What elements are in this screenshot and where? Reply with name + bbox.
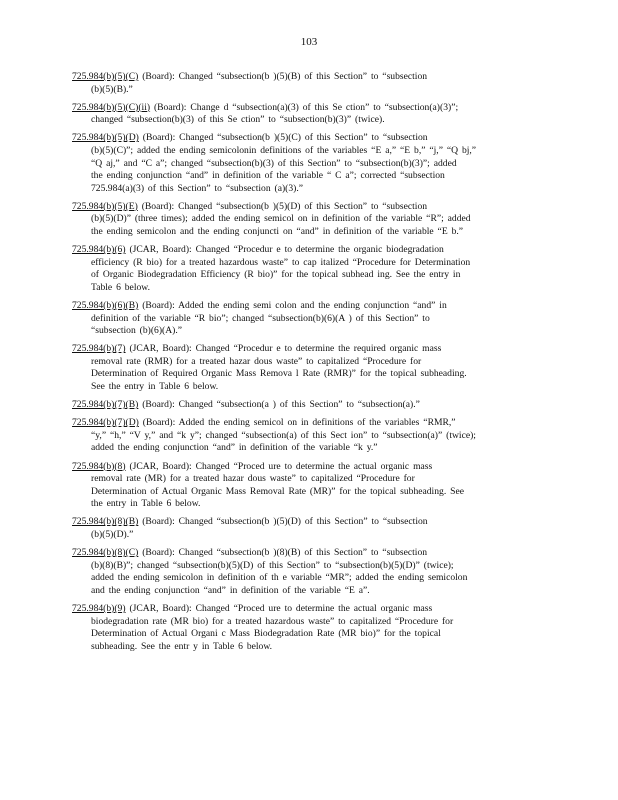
entry-line (72, 572, 540, 585)
entry-line (72, 244, 540, 257)
entry-text: (b)(8)(B)”; changed “subsection(b)(5)(D) of this Section” to “subsection(b)(5)(D)” (twice); (91, 559, 454, 571)
entry-text: changed “subsection(b)(3) of this Se ction” to “subsection(b)(3)” (twice). (91, 114, 385, 126)
history-entry (72, 300, 540, 338)
entry-text: (b)(5)(D)” (three times); added the ending semicol on in definition of the variable “R”; added (91, 213, 471, 225)
entry-text: (Board): Changed “subsection(a ) of this Section” to “subsection(a).” (138, 399, 420, 411)
section-reference: 725.984(b)(8)(B) (72, 516, 139, 528)
entry-text: 725.984(a)(3) of this Section” to “subsection (a)(3).” (91, 182, 304, 194)
history-entry (72, 71, 540, 96)
entry-line (72, 628, 540, 641)
entry-line (72, 417, 540, 430)
section-reference: 725.984(b)(6)(B) (72, 300, 139, 311)
entry-text: efficiency (R bio) for a treated hazardous waste” to cap italized “Procedure for Determination (91, 256, 471, 268)
entry-line (72, 114, 540, 127)
history-entry (72, 343, 540, 393)
section-reference: 725.984(b)(5)(D) (72, 132, 139, 144)
history-entry (72, 461, 540, 511)
entry-text: (b)(5)(D).” (91, 529, 134, 540)
section-reference: 725.984(b)(7)(D) (72, 417, 139, 429)
history-entry (72, 399, 540, 412)
entry-text: (Board): Added the ending semi colon and the ending conjunction “and” in (138, 300, 447, 311)
entry-line (72, 84, 540, 97)
history-entry (72, 603, 540, 653)
entry-text: and the ending conjunction “and” in definition of the variable “E a”. (91, 584, 370, 596)
entry-line (72, 381, 540, 394)
entry-line (72, 641, 540, 654)
entry-line (72, 547, 540, 560)
entry-line (72, 368, 540, 381)
entry-text: (Board): Changed “subsection(b )(5)(D) of this Section” to “subsection (137, 200, 428, 212)
entry-line (72, 585, 540, 598)
entry-text: (Board): Changed “subsection(b )(8)(B) of this Section” to “subsection (138, 547, 428, 559)
entry-line (72, 430, 540, 443)
entry-text: Determination of Actual Organic Mass Removal Rate (MR)” for the topical subheading. See (91, 485, 464, 497)
entry-text: (b)(5)(B).” (91, 83, 133, 95)
entry-line (72, 145, 540, 158)
entry-text: the ending semicolon and the ending conjuncti on “and” in definition of the variable “E b.” (91, 226, 464, 238)
entry-text: of Organic Biodegradation Efficiency (R bio)” for the topical subhead ing. See the entry in (91, 269, 461, 281)
section-reference: 725.984(b)(8) (72, 460, 126, 472)
entry-text: (JCAR, Board): Changed “Proced ure to determine the actual organic mass (125, 460, 433, 472)
entry-text: added the ending conjunction “and” in definition of the variable “k y.” (91, 442, 378, 454)
entry-line (72, 498, 540, 511)
entry-text: (JCAR, Board): Changed “Procedur e to determine the required organic mass (125, 343, 442, 355)
entry-text: definition of the variable “R bio”; changed “subsection(b)(6)(A ) of this Section” to (91, 312, 430, 324)
entry-line (72, 71, 540, 84)
section-reference: 725.984(b)(5)(E) (72, 200, 138, 212)
entry-text: Determination of Actual Organi c Mass Biodegradation Rate (MR bio)” for the topical (91, 628, 441, 640)
section-reference: 725.984(b)(8)(C) (72, 547, 139, 559)
entry-text: “subsection (b)(6)(A).” (91, 325, 183, 337)
entry-text: removal rate (RMR) for a treated hazar dous waste” to capitalized “Procedure for (91, 355, 422, 367)
entry-text: subheading. See the entr y in Table 6 below. (91, 640, 273, 652)
entry-text: (Board): Changed “subsection(b )(5)(C) of this Section” to “subsection (138, 132, 428, 144)
page-number: 103 (300, 36, 318, 48)
entry-text: removal rate (MR) for a treated hazar dous waste” to capitalized “Procedure for (91, 473, 415, 485)
entry-text: the entry in Table 6 below. (91, 498, 201, 510)
entry-line (72, 442, 540, 455)
entry-line (72, 486, 540, 499)
entry-text: “y,” “h,” “V y,” and “k y”; changed “subsection(a) of this Sect ion” to “subsection(a)” (twice); (91, 429, 476, 441)
entry-line (72, 616, 540, 629)
entry-line (72, 201, 540, 214)
entry-text: Determination of Required Organic Mass Remova l Rate (RMR)” for the topical subheading. (91, 368, 467, 380)
history-entry (72, 516, 540, 541)
entry-text: (JCAR, Board): Changed “Proced ure to determine the actual organic mass (125, 602, 433, 614)
entry-text: biodegradation rate (MR bio) for a treated hazardous waste” to capitalized “Procedure for (91, 615, 454, 627)
entry-line (72, 343, 540, 356)
entry-line (72, 158, 540, 171)
entry-line (72, 473, 540, 486)
entry-text: (Board): Change d “subsection(a)(3) of this Se ction” to “subsection(a)(3)”; (150, 101, 459, 113)
entry-text: See the entry in Table 6 below. (91, 381, 219, 393)
entry-line (72, 257, 540, 270)
section-reference: 725.984(b)(5)(C) (72, 71, 139, 82)
entry-text: (Board): Changed “subsection(b )(5)(D) of this Section” to “subsection (138, 516, 428, 528)
entry-line (72, 313, 540, 326)
entry-line (72, 461, 540, 474)
section-reference: 725.984(b)(7) (72, 343, 126, 355)
entry-line (72, 325, 540, 338)
entry-line (72, 560, 540, 573)
history-entries (72, 71, 540, 659)
history-entry (72, 102, 540, 127)
entry-line (72, 300, 540, 313)
history-entry (72, 547, 540, 597)
history-entry (72, 244, 540, 294)
entry-line (72, 132, 540, 145)
history-entry (72, 417, 540, 455)
entry-line (72, 213, 540, 226)
section-reference: 725.984(b)(9) (72, 602, 126, 614)
entry-line (72, 269, 540, 282)
entry-text: (b)(5)(C)”; added the ending semicolonin definitions of the variables “E a,” “E b,” “j,” “Q bj,” (91, 144, 477, 156)
section-reference: 725.984(b)(6) (72, 244, 126, 256)
entry-line (72, 102, 540, 115)
entry-text: Table 6 below. (91, 281, 150, 293)
entry-line (72, 170, 540, 183)
history-entry (72, 201, 540, 239)
entry-line (72, 282, 540, 295)
section-reference: 725.984(b)(7)(B) (72, 399, 139, 411)
entry-text: (Board): Added the ending semicol on in definitions of the variables “RMR,” (138, 417, 456, 429)
entry-line (72, 516, 540, 529)
entry-text: the ending conjunction “and” in definition of the variable “ C a”; corrected “subsection (91, 170, 445, 182)
entry-text: (Board): Changed “subsection(b )(5)(B) of this Section” to “subsection (138, 71, 428, 82)
section-reference: 725.984(b)(5)(C)(ii) (72, 101, 151, 113)
history-entry (72, 132, 540, 195)
entry-line (72, 603, 540, 616)
entry-text: added the ending semicolon in definition of th e variable “MR”; added the ending semicolon (91, 572, 468, 584)
entry-line (72, 356, 540, 369)
entry-line (72, 399, 540, 412)
entry-text: (JCAR, Board): Changed “Procedur e to determine the organic biodegradation (125, 244, 444, 256)
entry-line (72, 529, 540, 542)
entry-line (72, 183, 540, 196)
entry-line (72, 226, 540, 239)
entry-text: “Q aj,” and “C a”; changed “subsection(b)(3) of this Section” to “subsection(b)(3)”; added (91, 157, 457, 169)
